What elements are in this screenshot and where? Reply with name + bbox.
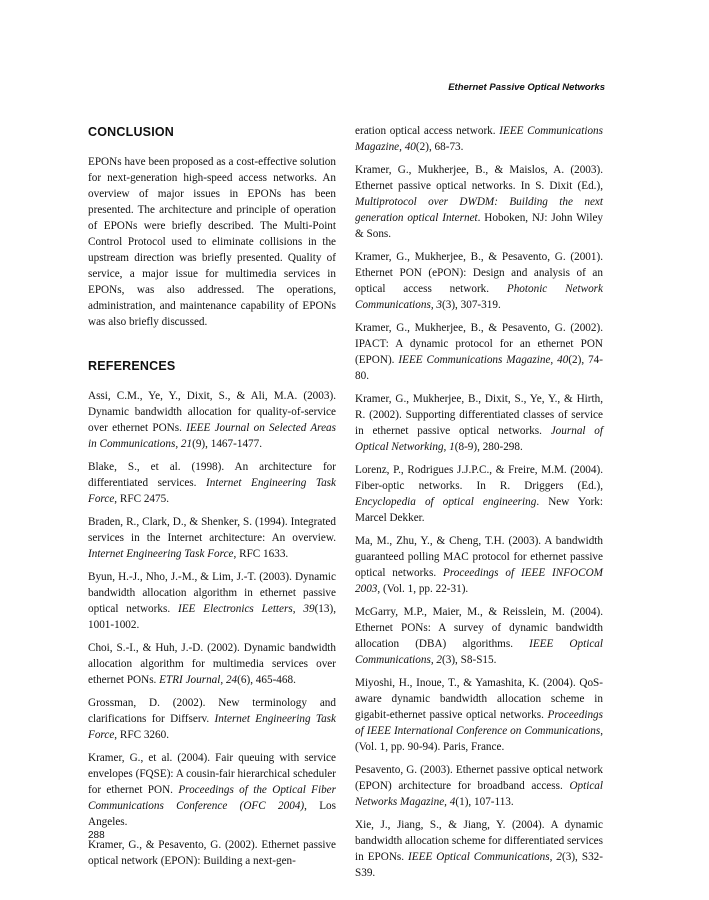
reference-entry <box>88 695 336 743</box>
reference-entry <box>355 533 603 597</box>
reference-text: Blake, S., et al. (1998). An architecture for differentiated services. <box>88 461 336 489</box>
reference-entry <box>88 837 336 869</box>
reference-text: Lorenz, P., Rodrigues J.J.P.C., & Freire, M.M. (2004). Fiber-optic networks. In R. Driggers (Ed.), <box>355 464 603 492</box>
reference-text: Pesavento, G. (2003). Ethernet passive optical network (EPON) architecture for broadband access. <box>355 764 603 792</box>
reference-entry <box>355 391 603 455</box>
reference-source-title: Encyclopedia of optical engineering <box>355 496 537 508</box>
reference-text: Choi, S.-I., & Huh, J.-D. (2002). Dynamic bandwidth allocation algorithm for multimedia services over ethernet PONs. <box>88 642 336 686</box>
reference-text: Ma, M., Zhu, Y., & Cheng, T.H. (2003). A bandwidth guaranteed polling MAC protocol for ethernet passive optical networks. <box>355 535 603 579</box>
conclusion-heading: CONCLUSION <box>88 125 175 139</box>
reference-entry <box>88 750 336 830</box>
reference-text: (3), 307-319. <box>442 299 501 311</box>
reference-source-title: Journal of Optical Networking, 1 <box>355 425 603 453</box>
reference-text: (6), 465-468. <box>237 674 296 686</box>
reference-text: (3), S32-S39. <box>355 851 603 879</box>
reference-text: (13), 1001-1002. <box>88 603 336 631</box>
reference-text: Miyoshi, H., Inoue, T., & Yamashita, K. (2004). QoS-aware dynamic bandwidth allocation scheme in gigabit-ethernet passive optical networks. <box>355 677 603 721</box>
reference-source-title: IEEE Communications Magazine, 40 <box>398 354 569 366</box>
reference-entry <box>355 817 603 881</box>
reference-entry <box>88 569 336 633</box>
reference-entry <box>355 162 603 242</box>
reference-entry <box>355 123 603 155</box>
reference-text: . New York: Marcel Dekker. <box>355 496 603 524</box>
reference-text: , (Vol. 1, pp. 90-94). Paris, France. <box>355 725 603 753</box>
reference-entry <box>88 459 336 507</box>
reference-entry <box>355 249 603 313</box>
reference-entry <box>355 762 603 810</box>
reference-entry <box>88 388 336 452</box>
reference-text: Kramer, G., et al. (2004). Fair queuing with service envelopes (FQSE): A cousin-fair hierarchical scheduler for ethernet PON. <box>88 752 336 796</box>
reference-text: , Los Angeles. <box>88 800 336 828</box>
left-column <box>88 124 336 876</box>
reference-source-title: Proceedings of IEEE INFOCOM 2003 <box>355 567 603 595</box>
reference-text: (1), 107-113. <box>455 796 514 808</box>
reference-text: . Hoboken, NJ: John Wiley & Sons. <box>355 212 603 240</box>
reference-source-title: IEEE Communications Magazine, 40 <box>355 125 604 153</box>
reference-source-title: Optical Networks Magazine, 4 <box>355 780 603 808</box>
reference-source-title: Proceedings of the Optical Fiber Communications Conference (OFC 2004) <box>88 784 337 812</box>
reference-entry <box>355 604 603 668</box>
reference-text: Kramer, G., Mukherjee, B., & Pesavento, G. (2001). Ethernet PON (ePON): Design and analysis of an optical access network. <box>355 251 603 295</box>
references-list-right <box>355 123 603 881</box>
reference-source-title: Internet Engineering Task Force <box>88 713 337 741</box>
reference-text: (9), 1467-1477. <box>192 438 263 450</box>
reference-entry <box>355 462 603 526</box>
references-list-left <box>88 388 336 869</box>
reference-text: (8-9), 280-298. <box>454 441 523 453</box>
reference-entry <box>355 675 603 755</box>
reference-source-title: IEE Electronics Letters, 39 <box>177 603 315 615</box>
reference-source-title: Internet Engineering Task Force <box>88 548 234 560</box>
reference-text: Assi, C.M., Ye, Y., Dixit, S., & Ali, M.A. (2003). Dynamic bandwidth allocation for quality-of-service over ethernet PONs. <box>88 390 336 434</box>
references-heading: REFERENCES <box>88 359 176 373</box>
reference-text: eration optical access network. <box>355 125 500 137</box>
reference-source-title: Multiprotocol over DWDM: Building the next generation optical Internet <box>355 196 603 224</box>
reference-text: Kramer, G., Mukherjee, B., & Pesavento, G. (2002). IPACT: A dynamic protocol for an ethernet PON (EPON). <box>355 322 603 366</box>
reference-text: Grossman, D. (2002). New terminology and clarifications for Diffserv. <box>88 697 336 725</box>
reference-source-title: IEEE Optical Communications, 2 <box>408 851 563 863</box>
reference-text: Kramer, G., Mukherjee, B., Dixit, S., Ye, Y., & Hirth, R. (2002). Supporting differentiated classes of service in ethernet passive optical networks. <box>355 393 603 437</box>
reference-source-title: ETRI Journal, 24 <box>159 674 238 686</box>
reference-text: , (Vol. 1, pp. 22-31). <box>377 583 469 595</box>
reference-source-title: IEEE Optical Communications, 2 <box>355 638 603 666</box>
reference-text: Kramer, G., Mukherjee, B., & Maislos, A. (2003). Ethernet passive optical networks. In S. Dixit (Ed.), <box>355 164 603 192</box>
conclusion-paragraph: EPONs have been proposed as a cost-effective solution for next-generation high-speed access networks. An overview of major issues in EPONs has been presented. The architecture and principle of operation of EPONs were briefly described. The Multi-Point Control Protocol used to eliminate collisions in the upstream direction was briefly presented. Quality of service, a major issue for multimedia services in EPONs, was also addressed. The operations, administration, and maintenance capability of EPONs was also briefly discussed. <box>88 156 336 328</box>
reference-text: Kramer, G., & Pesavento, G. (2002). Ethernet passive optical network (EPON): Building a next-gen- <box>88 839 336 867</box>
reference-text: (3), S8-S15. <box>442 654 497 666</box>
reference-entry <box>355 320 603 384</box>
reference-entry <box>88 640 336 688</box>
reference-text: Byun, H.-J., Nho, J.-M., & Lim, J.-T. (2003). Dynamic bandwidth allocation algorithm in ethernet passive optical networks. <box>88 571 336 615</box>
right-column <box>355 123 603 888</box>
reference-text: Xie, J., Jiang, S., & Jiang, Y. (2004). A dynamic bandwidth allocation scheme for differentiated services in EPONs. <box>355 819 603 863</box>
reference-source-title: IEEE Journal on Selected Areas in Communications, 21 <box>88 422 337 450</box>
running-header: Ethernet Passive Optical Networks <box>448 82 605 93</box>
reference-text: (2), 74-80. <box>355 354 603 382</box>
reference-text: McGarry, M.P., Maier, M., & Reisslein, M. (2004). Ethernet PONs: A survey of dynamic bandwidth allocation (DBA) algorithms. <box>355 606 603 650</box>
reference-text: Braden, R., Clark, D., & Shenker, S. (1994). Integrated services in the Internet architecture: An overview. <box>88 516 336 544</box>
reference-source-title: Internet Engineering Task Force <box>88 477 336 505</box>
reference-entry <box>88 514 336 562</box>
reference-text: , RFC 1633. <box>233 548 289 560</box>
reference-text: (2), 68-73. <box>415 141 464 153</box>
reference-text: , RFC 3260. <box>114 729 170 741</box>
reference-text: , RFC 2475. <box>114 493 170 505</box>
reference-source-title: Photonic Network Communications, 3 <box>355 283 603 311</box>
page-number: 288 <box>88 830 105 841</box>
reference-source-title: Proceedings of IEEE International Conference on Communications <box>355 709 603 737</box>
